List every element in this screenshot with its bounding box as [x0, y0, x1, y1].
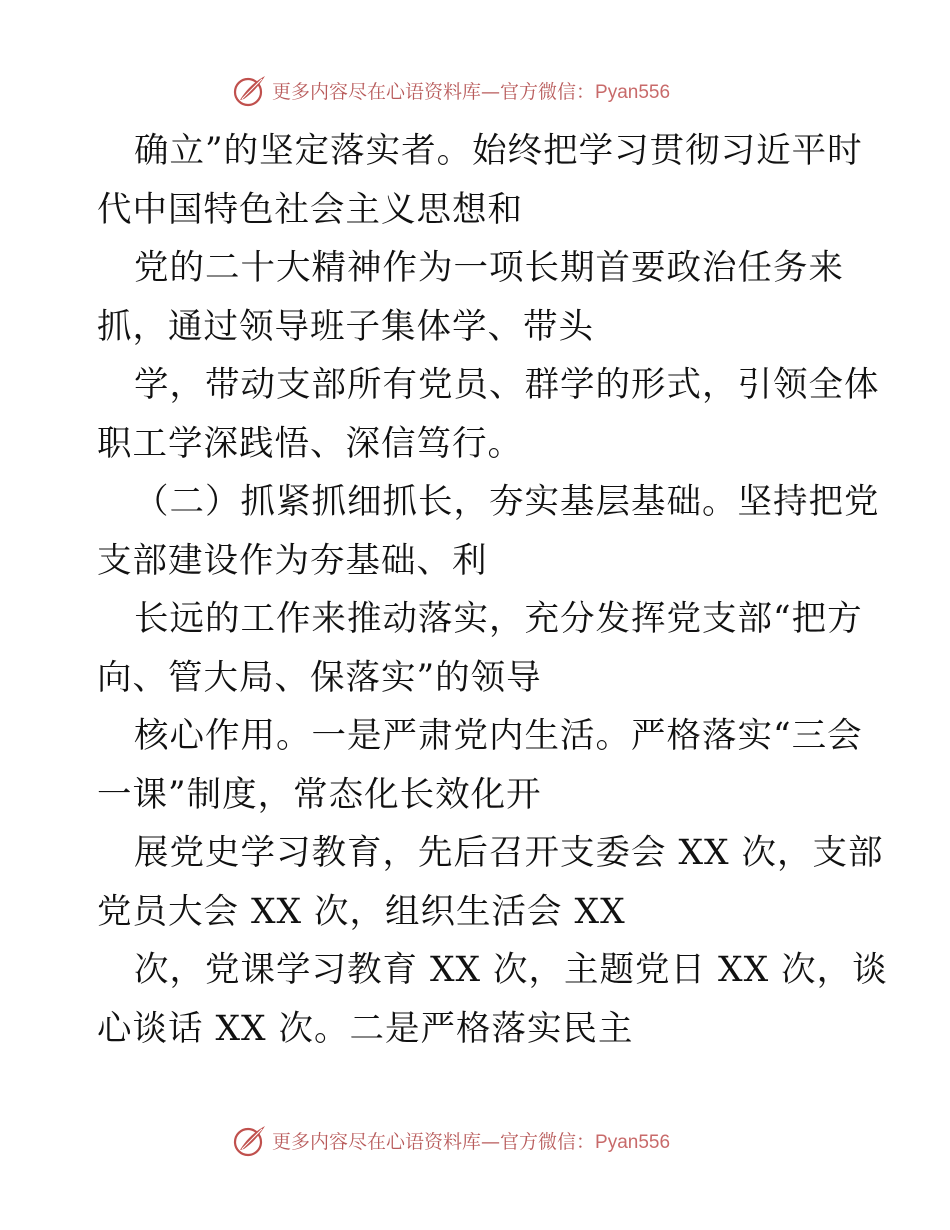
- text-line: 支部建设作为夯基础、利: [97, 540, 488, 581]
- text-line: 学，带动支部所有党员、群学的形式，引领全体: [134, 365, 880, 405]
- text-line: 代中国特色社会主义思想和: [97, 189, 523, 230]
- watermark-wechat-id: Pyan556: [595, 1131, 671, 1153]
- watermark-separator: —: [481, 1130, 501, 1153]
- text-line: 一课”制度，常态化长效化开: [97, 774, 542, 815]
- text-line: 确立”的坚定落实者。始终把学习贯彻习近平时: [134, 131, 863, 171]
- text-line: 党员大会 XX 次，组织生活会 XX: [97, 891, 626, 932]
- text-line: 抓，通过领导班子集体学、带头: [97, 306, 594, 347]
- feather-quill-logo-icon: [232, 72, 268, 108]
- text-line: 向、管大局、保落实”的领导: [97, 657, 542, 698]
- watermark-wechat-label: 官方微信：: [500, 80, 596, 103]
- watermark-separator: —: [481, 80, 501, 103]
- text-line: 党的二十大精神作为一项长期首要政治任务来: [134, 248, 844, 288]
- watermark-main-text: 更多内容尽在心语资料库: [272, 1130, 482, 1153]
- footer-watermark: [232, 1120, 670, 1160]
- text-line: 展党史学习教育，先后召开支委会 XX 次，支部: [134, 833, 884, 873]
- text-line: 长远的工作来推动落实，充分发挥党支部“把方: [134, 599, 863, 639]
- text-line: 心谈话 XX 次。二是严格落实民主: [97, 1008, 634, 1049]
- text-line: 核心作用。一是严肃党内生活。严格落实“三会: [134, 716, 863, 756]
- watermark-main-text: 更多内容尽在心语资料库: [272, 80, 482, 103]
- text-line: 次，党课学习教育 XX 次，主题党日 XX 次，谈: [134, 950, 888, 990]
- watermark-wechat-label: 官方微信：: [500, 1130, 596, 1153]
- header-watermark: [232, 70, 670, 110]
- feather-quill-logo-icon: [232, 1122, 268, 1158]
- text-line: （二）抓紧抓细抓长，夯实基层基础。坚持把党: [134, 482, 880, 522]
- text-line: 职工学深践悟、深信笃行。: [97, 423, 523, 464]
- watermark-wechat-id: Pyan556: [595, 81, 671, 103]
- document-body: [97, 122, 888, 1058]
